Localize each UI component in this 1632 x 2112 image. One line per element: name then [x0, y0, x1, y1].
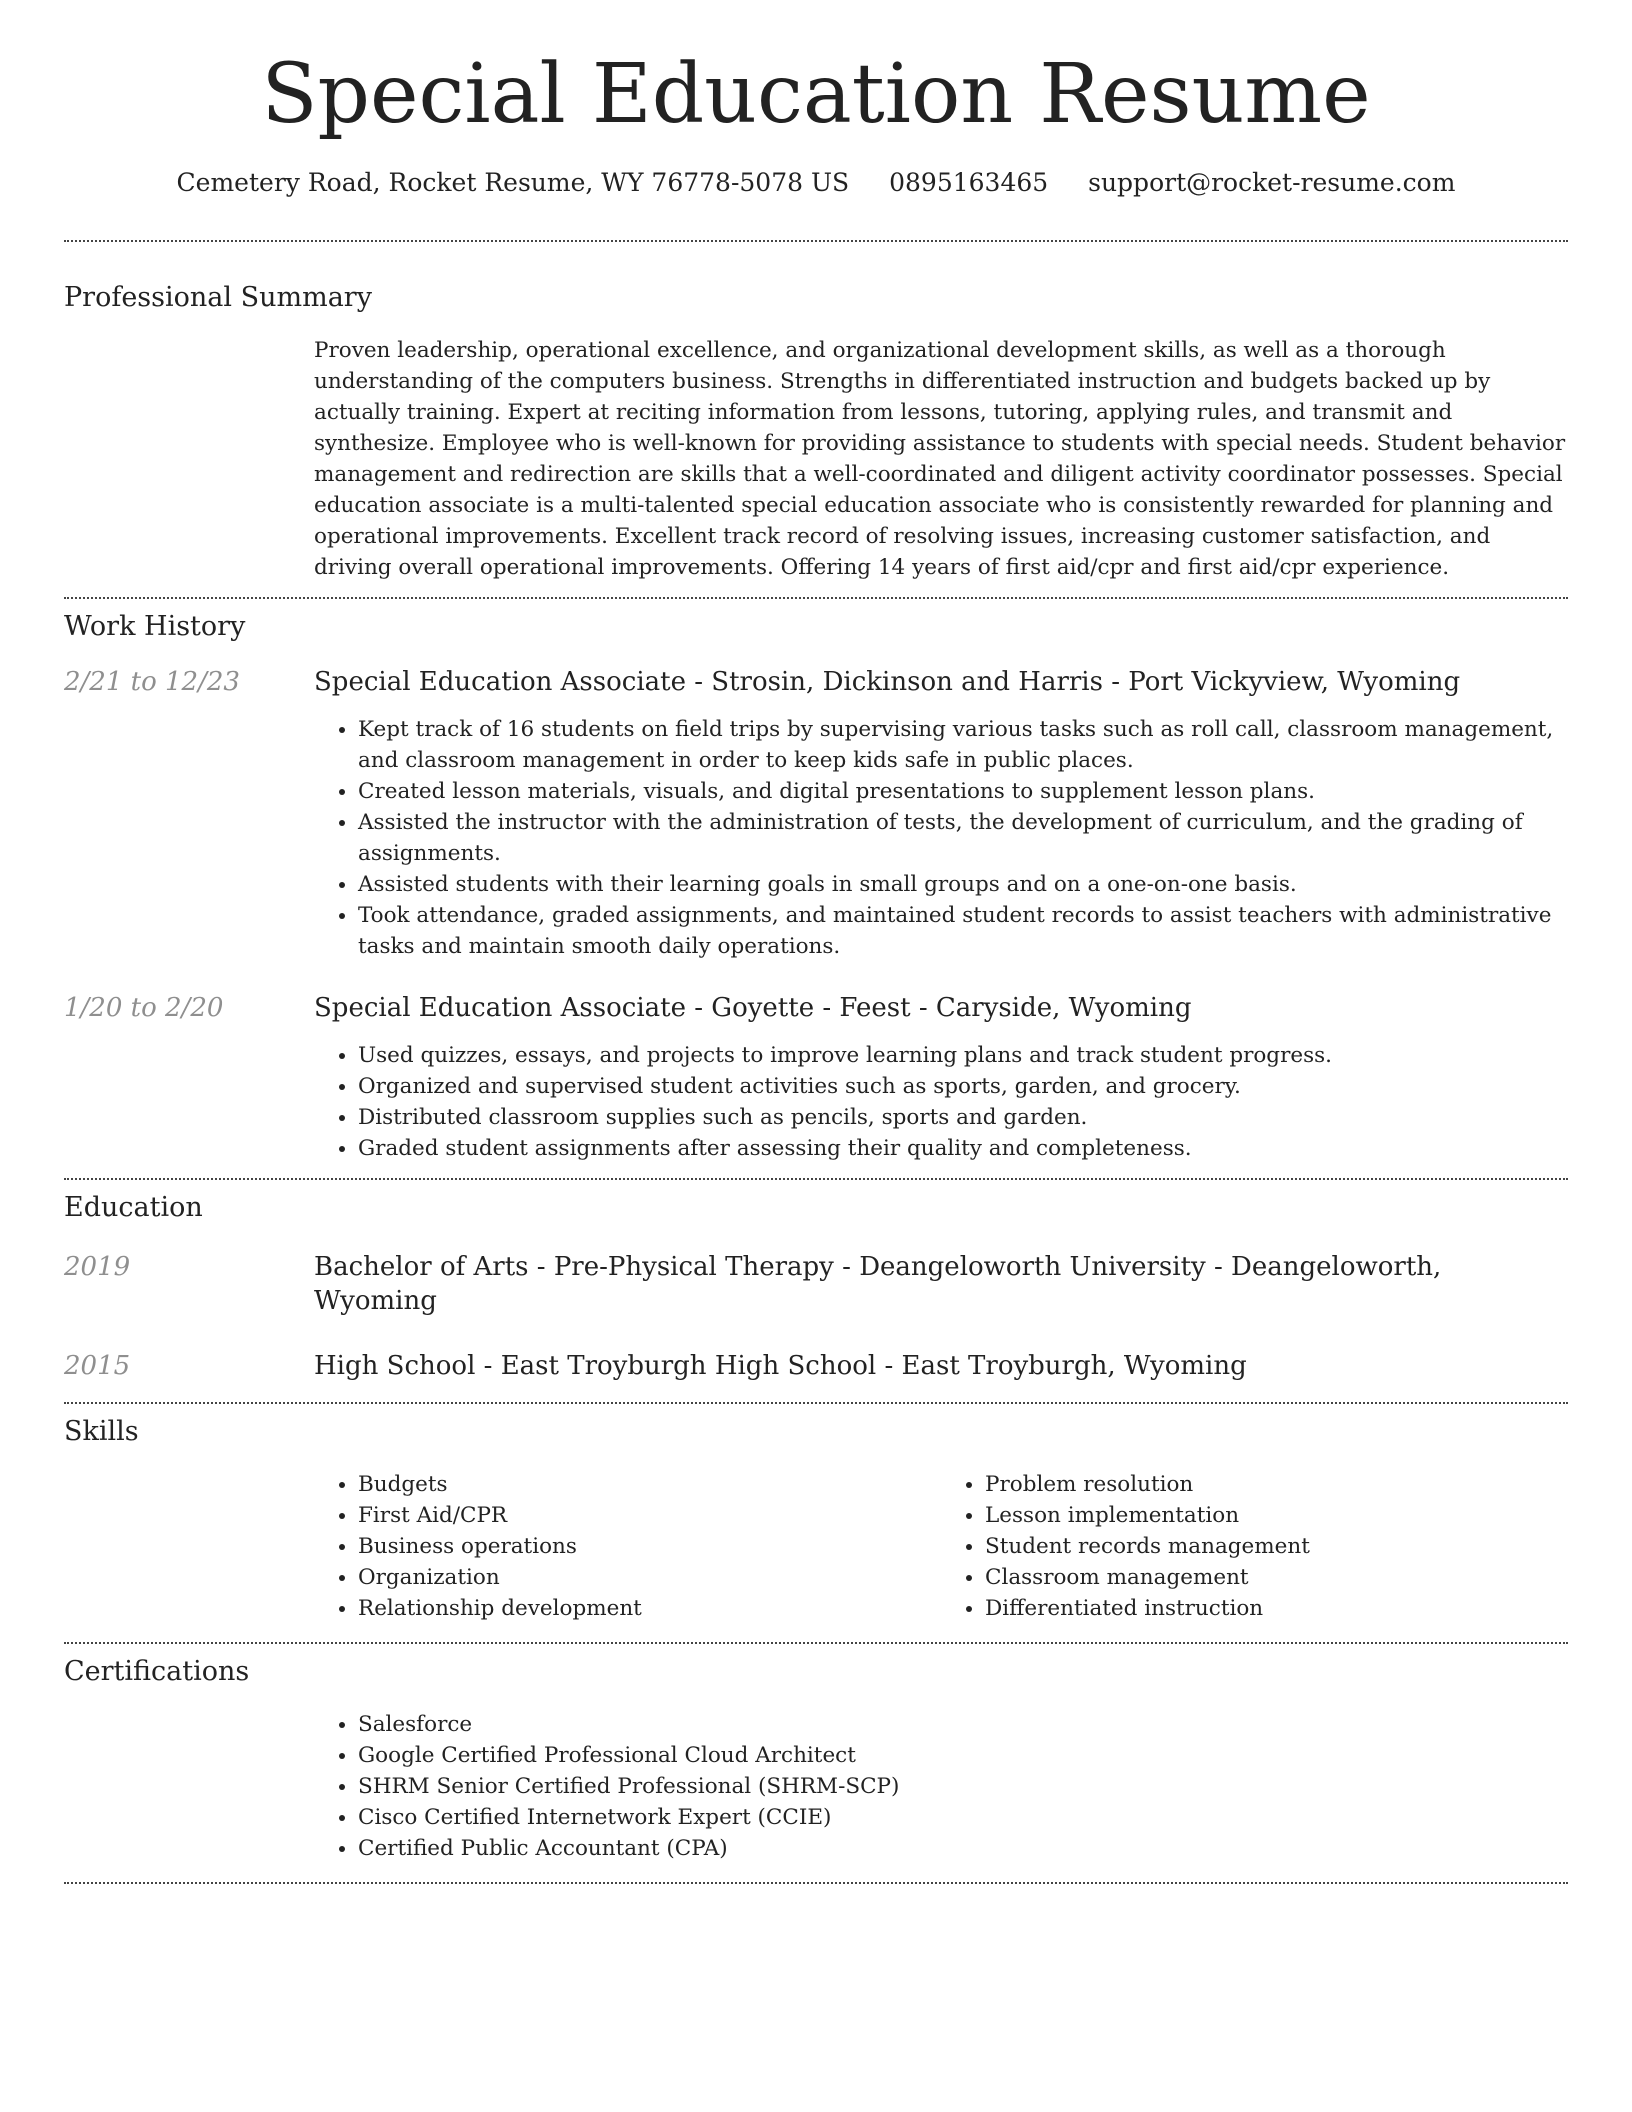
section-title-certifications: Certifications	[64, 1656, 250, 1688]
skills-list-right	[941, 1469, 1568, 1624]
education-year: 2015	[64, 1351, 131, 1382]
list-item: • Lesson implementation	[985, 1500, 1568, 1531]
list-item: • Salesforce	[358, 1709, 1568, 1740]
resume-name: Special Education Resume	[261, 47, 1371, 142]
list-item: • Took attendance, graded assignments, and maintained student records to assist teachers with administrative tasks and maintain smooth daily operations.	[358, 900, 1568, 962]
skills-section	[64, 1416, 1568, 1624]
contact-line	[64, 168, 1568, 198]
job-entry	[64, 992, 1568, 1164]
list-item: • Kept track of 16 students on field trips by supervising various tasks such as roll call, classroom management, and classroom management in order to keep kids safe in public places.	[358, 714, 1568, 776]
list-item: • Graded student assignments after assessing their quality and completeness.	[358, 1133, 1568, 1164]
list-item: • Budgets	[358, 1469, 941, 1500]
list-item: • Distributed classroom supplies such as pencils, sports and garden.	[358, 1102, 1568, 1133]
section-title-work-history: Work History	[64, 611, 246, 643]
list-item: • Student records management	[985, 1531, 1568, 1562]
list-item: • Google Certified Professional Cloud Architect	[358, 1740, 1568, 1771]
list-item: • Differentiated instruction	[985, 1593, 1568, 1624]
divider	[64, 1402, 1568, 1404]
certifications-section	[64, 1656, 1568, 1864]
list-item: • Classroom management	[985, 1562, 1568, 1593]
list-item: • Certified Public Accountant (CPA)	[358, 1833, 1568, 1864]
summary-text: Proven leadership, operational excellence, and organizational development skills, as well as a thorough understanding of the computers business. Strengths in differentiated instruction and budgets backed up by actually training. Expert at reciting information from lessons, tutoring, applying rules, and transmit and synthesize. Employee who is well-known for providing assistance to students with special needs. Student behavior management and redirection are skills that a well-coordinated and diligent activity coordinator possesses. Special education associate is a multi-talented special education associate who is consistently rewarded for planning and operational improvements. Excellent track record of resolving issues, increasing customer satisfaction, and driving overall operational improvements. Offering 14 years of first aid/cpr and first aid/cpr experience.	[314, 338, 1566, 581]
divider	[64, 240, 1568, 242]
divider	[64, 1882, 1568, 1884]
list-item: • Relationship development	[358, 1593, 941, 1624]
list-item: • Assisted the instructor with the administration of tests, the development of curriculum, and the grading of assignments.	[358, 807, 1568, 869]
education-degree: Bachelor of Arts - Pre-Physical Therapy - Deangeloworth University - Deangeloworth, Wyoming	[314, 1251, 1442, 1316]
job-title: Special Education Associate - Goyette - Feest - Caryside, Wyoming	[314, 992, 1192, 1023]
job-bullets	[314, 714, 1568, 962]
work-history-section	[64, 611, 1568, 1164]
divider	[64, 1178, 1568, 1180]
section-title-education: Education	[64, 1191, 203, 1223]
education-year: 2019	[64, 1251, 131, 1282]
job-dates: 2/21 to 12/23	[64, 667, 240, 698]
section-title-summary: Professional Summary	[64, 282, 372, 314]
job-entry	[64, 666, 1568, 962]
list-item: • Cisco Certified Internetwork Expert (CCIE)	[358, 1802, 1568, 1833]
divider	[64, 1642, 1568, 1644]
skills-list-left	[314, 1469, 941, 1624]
certifications-list	[314, 1709, 1568, 1864]
summary-section	[64, 282, 1568, 583]
job-title: Special Education Associate - Strosin, Dickinson and Harris - Port Vickyview, Wyoming	[314, 667, 1461, 698]
list-item: • Created lesson materials, visuals, and digital presentations to supplement lesson plans.	[358, 776, 1568, 807]
education-entry	[64, 1251, 1568, 1319]
list-item: • Problem resolution	[985, 1469, 1568, 1500]
education-entry	[64, 1350, 1568, 1384]
education-section	[64, 1192, 1568, 1384]
skills-grid	[314, 1469, 1568, 1624]
contact-address: Cemetery Road, Rocket Resume, WY 76778-5078 US	[176, 168, 850, 198]
education-degree: High School - East Troyburgh High School - East Troyburgh, Wyoming	[314, 1351, 1247, 1382]
list-item: • Organized and supervised student activities such as sports, garden, and grocery.	[358, 1071, 1568, 1102]
section-title-skills: Skills	[64, 1416, 139, 1448]
list-item: • Business operations	[358, 1531, 941, 1562]
contact-email: support@rocket-resume.com	[1088, 168, 1456, 198]
list-item: • Used quizzes, essays, and projects to improve learning plans and track student progress.	[358, 1040, 1568, 1071]
resume-header	[64, 0, 1568, 198]
job-dates: 1/20 to 2/20	[64, 992, 224, 1023]
list-item: • Assisted students with their learning goals in small groups and on a one-on-one basis.	[358, 869, 1568, 900]
job-bullets	[314, 1040, 1568, 1164]
list-item: • SHRM Senior Certified Professional (SHRM-SCP)	[358, 1771, 1568, 1802]
divider	[64, 597, 1568, 599]
list-item: • First Aid/CPR	[358, 1500, 941, 1531]
list-item: • Organization	[358, 1562, 941, 1593]
contact-phone: 0895163465	[889, 168, 1049, 198]
